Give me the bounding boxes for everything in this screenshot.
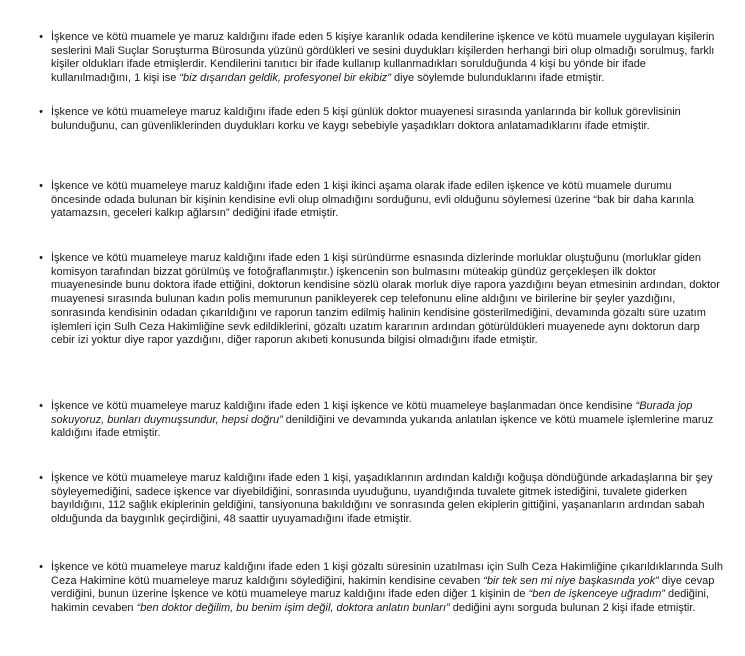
bullet-icon: • [39, 180, 43, 192]
list-item-text: İşkence ve kötü muameleye maruz kaldığını ifade eden 1 kişi süründürme esnasında dizlerinde morluklar oluştuğunu (morluklar giden komisyon tarafından bizzat görülmüş ve fotoğraflanmıştır.) işkencenin son bulmasını müteakip gündüz gerçekleşen ilk doktor muayenesinde bunu doktora ifade ettiğini, doktorun kendisine sözlü olarak morluk diye rapora yazdığını beyan etmesinin ardından, doktor muayenesi sırasında bulunan kadın polis memurunun panikleyerek cep telefonunu eline aldığını ve birilerine bir şeyler yazdığını, sonrasında kendisinin odadan çıkarıldığını ve raporun tanzim edilmiş halinin kendisine gösterilmediğini, devamında gözaltı süre uzatım işlemleri için Sulh Ceza Hakimliğine sevk edildiklerini, gözaltı uzatım kararının ardından götürüldükleri muayenede aynı doktorun darp cebir izi yoktur diye rapor yazdığını, diğer raporun akıbeti konusunda bilgisi olmadığını ifade etmiştir. [51, 252, 720, 347]
list-item-text: İşkence ve kötü muameleye maruz kaldığını ifade eden 1 kişi, yaşadıklarının ardından kaldığı koğuşa döndüğünde arkadaşlarına bir şey söyleyemediğini, sadece işkence var diyebildiğini, sonrasında uyuduğunu, uyandığında tuvalete gitmek istediğini, tuvalete giderken bayıldığını, 112 sağlık ekiplerinin geldiğini, tansiyonuna bakıldığını ve sonrasında gelen ekiplerin gittiğini, yaşananların ardından sabah olduğunda da baygınlık geçirdiğini, 48 saattir uyuyamadığını ifade etmiştir. [51, 472, 713, 526]
list-item [39, 180, 723, 221]
list-item-text: İşkence ve kötü muameleye maruz kaldığını ifade eden 1 kişi işkence ve kötü muameleye başlanmadan önce kendisine “Burada jop sokuyoruz, bunları duymuşsundur, hepsi doğru” denildiğini ve devamında yukarıda anlatılan işkence ve kötü muamele işlemlerine maruz kaldığını ifade etmiştir. [51, 400, 714, 440]
bullet-icon: • [39, 106, 43, 118]
bullet-icon: • [39, 400, 43, 412]
bullet-icon: • [39, 561, 43, 573]
list-item-text: İşkence ve kötü muameleye maruz kaldığını ifade eden 5 kişi günlük doktor muayenesi sırasında yanlarında bir kolluk görevlisinin bulunduğunu, can güvenliklerinden duydukları korku ve kaygı sebebiyle yaşadıkları doktora anlatamadıklarını ifade etmiştir. [51, 106, 681, 132]
bullet-icon: • [39, 472, 43, 484]
list-item [39, 252, 723, 348]
list-item-text: İşkence ve kötü muameleye maruz kaldığını ifade eden 1 kişi gözaltı süresinin uzatılması için Sulh Ceza Hakimliğine çıkarıldıklarında Sulh Ceza Hakimine kötü muameleye maruz kaldığını söylediğini, hakimin kendisine cevaben “bir tek sen mi niye başkasında yok” diye cevap verdiğini, bunun üzerine İşkence ve kötü muameleye maruz kaldığını ifade eden diğer 1 kişinin de “ben de işkenceye uğradım” dediğini, hakimin cevaben “ben doktor değilim, bu benim işim değil, doktora anlatın bunları” dediğini aynı sorguda bulunan 2 kişi ifade etmiştir. [51, 561, 723, 615]
list-item [39, 106, 723, 133]
list-item-text: İşkence ve kötü muamele ye maruz kaldığını ifade eden 5 kişiye karanlık odada kendilerine işkence ve kötü muamele uygulayan kişilerin seslerini Mali Suçlar Soruşturma Bürosunda yüzünü gördükleri ve sesini duydukları kişilerden herhangi biri olup olmadığı sorulmuş, farklı kişiler oldukları ifade etmişlerdir. Kendilerini tanıtıcı bir ifade kullanıp kullanmadıkları sorulduğunda 4 kişi bu yönde bir ifade kullanılmadığını, 1 kişi ise “biz dışarıdan geldik, profesyonel bir ekibiz” diye söylemde bulunduklarını ifade etmiştir. [51, 31, 715, 85]
list-item [39, 472, 723, 527]
list-item [39, 400, 723, 441]
bullet-icon: • [39, 31, 43, 43]
list-item-text: İşkence ve kötü muameleye maruz kaldığını ifade eden 1 kişi ikinci aşama olarak ifade edilen işkence ve kötü muamele durumu öncesinde odada bulunan bir kişinin kendisine evli olup olmadığını sorduğunu, evli olduğunu söylemesi üzerine “bak bir daha karınla yatamazsın, geceleri kalkıp ağlarsın” dediğini ifade etmiştir. [51, 180, 694, 220]
list-item [39, 561, 723, 616]
list-item [39, 31, 723, 86]
bullet-icon: • [39, 252, 43, 264]
